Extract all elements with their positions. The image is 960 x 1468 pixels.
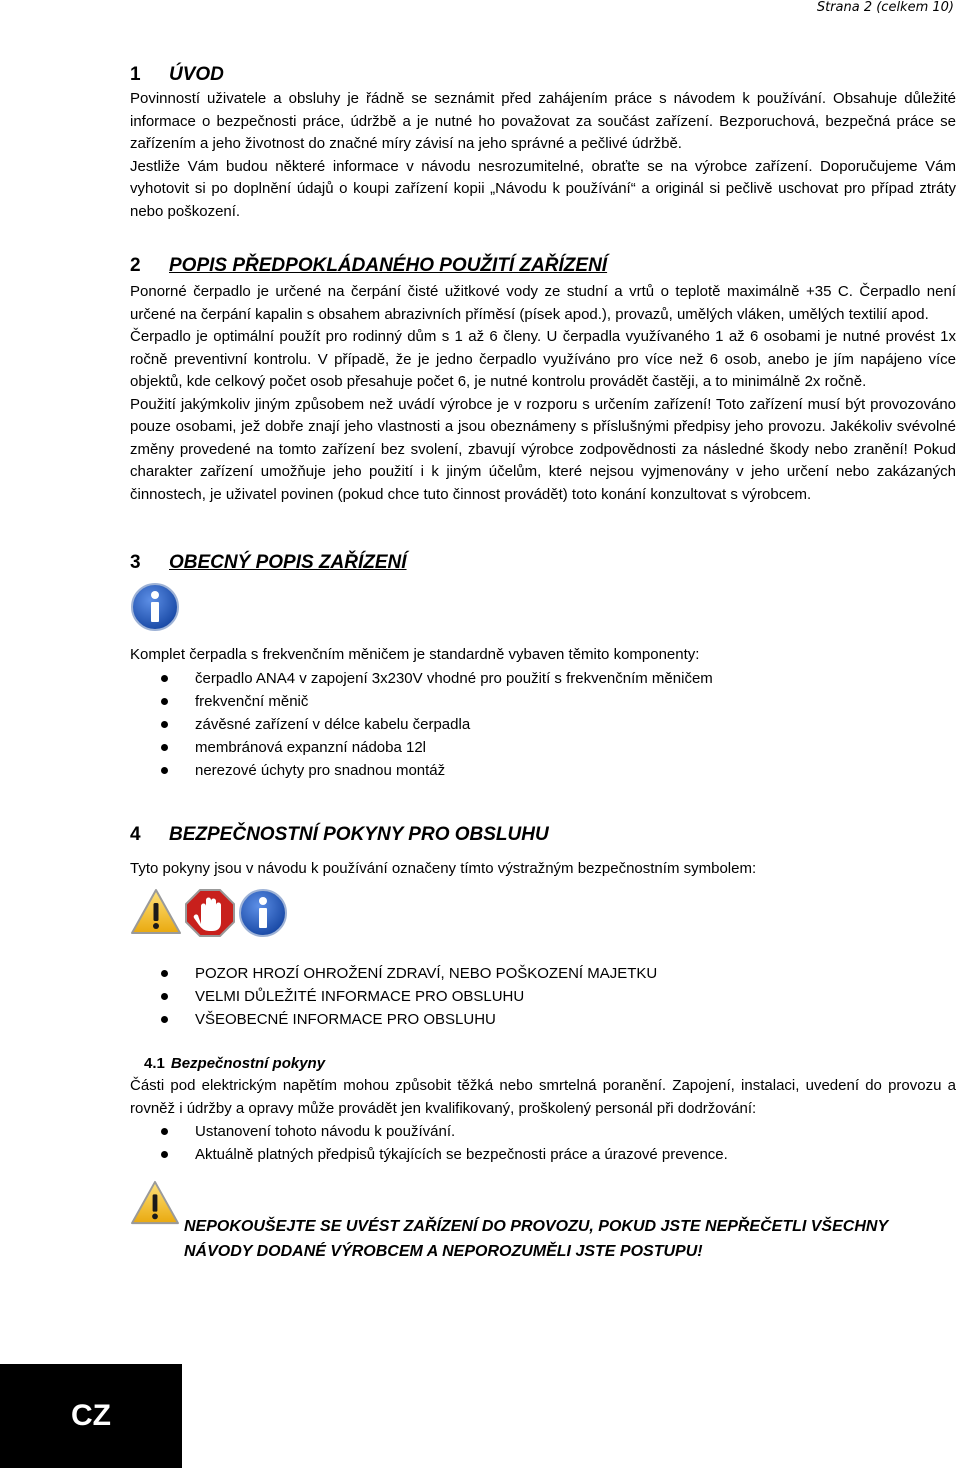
section-title: POPIS PŘEDPOKLÁDANÉHO POUŽITÍ ZAŘÍZENÍ: [169, 255, 608, 276]
paragraph: Části pod elektrickým napětím mohou způsobit těžká nebo smrtelná poranění. Zapojení, instalaci, uvedení do provozu a rovněž i údržby a opravy může provádět jen kvalifikovaný, proškolený personál při dodržování:: [130, 1077, 956, 1117]
safety-symbols-row: [130, 888, 956, 938]
stop-hand-icon: [184, 888, 236, 938]
section-number: 3: [130, 552, 141, 573]
component-list: [130, 667, 956, 782]
list-item: čerpadlo ANA4 v zapojení 3x230V vhodné pro použití s frekvenčním měničem: [130, 667, 956, 690]
subsection-number: 4.1: [144, 1055, 165, 1072]
section-heading: [130, 550, 956, 576]
list-item: Aktuálně platných předpisů týkajících se bezpečnosti práce a úrazové prevence.: [130, 1143, 956, 1166]
section-bezpecnostni-pokyny: [130, 822, 956, 1260]
list-item: frekvenční měnič: [130, 690, 956, 713]
warning-text: [184, 1214, 888, 1264]
list-item: nerezové úchyty pro snadnou montáž: [130, 759, 956, 782]
paragraph: Ponorné čerpadlo je určené na čerpání čisté užitkové vody ze studní a vrtů o teplotě maximálně +35 C. Čerpadlo není určené na čerpání kapalin s obsahem abrazivních příměsí (písek apod.), provazů, umělých vláken, umělých textilií apod.: [130, 283, 956, 323]
section-heading: [130, 822, 956, 848]
list-item: VELMI DŮLEŽITÉ INFORMACE PRO OBSLUHU: [130, 985, 956, 1008]
info-icon: [130, 582, 180, 632]
section-number: 4: [130, 823, 141, 845]
language-tab: CZ: [0, 1364, 182, 1468]
section-title: ÚVOD: [169, 64, 224, 85]
info-icon: [238, 888, 288, 938]
section-number: 1: [130, 64, 141, 85]
section-popis-pouziti: [130, 253, 956, 506]
list-item: závěsné zařízení v délce kabelu čerpadla: [130, 713, 956, 736]
subsection-bezpecnostni-pokyny: [130, 1053, 956, 1260]
info-icon-row: [130, 582, 956, 632]
warning-notice: [130, 1180, 956, 1260]
section-heading: [130, 62, 956, 88]
regulation-list: [130, 1120, 956, 1166]
section-number: 2: [130, 255, 141, 276]
document-body: [130, 62, 956, 1260]
subsection-heading: [130, 1053, 956, 1075]
paragraph: Komplet čerpadla s frekvenčním měničem je standardně vybaven těmito komponenty:: [130, 646, 700, 663]
list-item: VŠEOBECNÉ INFORMACE PRO OBSLUHU: [130, 1008, 956, 1031]
list-item: POZOR HROZÍ OHROŽENÍ ZDRAVÍ, NEBO POŠKOZENÍ MAJETKU: [130, 962, 956, 985]
symbol-legend-list: [130, 962, 956, 1031]
warning-icon: [130, 1180, 180, 1231]
list-item: Ustanovení tohoto návodu k používání.: [130, 1120, 956, 1143]
section-uvod: [130, 62, 956, 223]
list-item: membránová expanzní nádoba 12l: [130, 736, 956, 759]
subsection-title: Bezpečnostní pokyny: [170, 1055, 326, 1072]
section-obecny-popis: [130, 550, 956, 782]
paragraph: Tyto pokyny jsou v návodu k používání označeny tímto výstražným bezpečnostním symbolem:: [130, 859, 757, 877]
paragraph: Použití jakýmkoliv jiným způsobem než uvádí výrobce je v rozporu s určením zařízení! Toto zařízení musí být provozováno pouze osobami, jež dobře znají jeho vlastnosti a jsou obeznámeny s příslušnými předpisy jeho provozu. Jakékoliv svévolné změny provedené na tomto zařízení bez svolení, zbavují výrobce zodpovědnosti za následné škody nebo zranění! Pokud charakter zařízení umožňuje jeho použití i k jiným účelům, které nejsou vyjmenovány v jeho určení nebo zakázaných činnostech, je uživatel povinen (pokud chce tuto činnost provádět) toto konání konzultovat s výrobcem.: [130, 395, 956, 503]
section-title: OBECNÝ POPIS ZAŘÍZENÍ: [169, 552, 407, 573]
warning-icon: [130, 888, 182, 938]
paragraph: Čerpadlo je optimální použít pro rodinný dům s 1 až 6 členy. U čerpadla využívaného 1 až 6 osobami je nutné provést 1x ročně preventivní kontrolu. V případě, že je jedno čerpadlo využíváno pro více než 6 osob, anebo je jím napájeno více objektů, kde celkový počet osob přesahuje počet 6, je nutné kontrolu provádět častěji, a to minimálně 2x ročně.: [130, 328, 956, 390]
warning-line-2: NÁVODY DODANÉ VÝROBCEM A NEPOROZUMĚLI JSTE POSTUPU!: [184, 1243, 703, 1260]
warning-line-1: NEPOKOUŠEJTE SE UVÉST ZAŘÍZENÍ DO PROVOZU, POKUD JSTE NEPŘEČETLI VŠECHNY: [184, 1218, 889, 1235]
section-heading: [130, 253, 956, 279]
section-title: BEZPEČNOSTNÍ POKYNY PRO OBSLUHU: [169, 823, 549, 845]
paragraph: Povinností uživatele a obsluhy je řádně se seznámit před zahájením práce s návodem k používání. Obsahuje důležité informace o bezpečnosti práce, údržbě a je nutné ho považovat za součást zařízení. Bezporuchová, bezpečná práce se zařízením a jeho životnost do značné míry závisí na jeho správné a pečlivé údržbě.: [130, 90, 956, 152]
paragraph: Jestliže Vám budou některé informace v návodu nesrozumitelné, obraťte se na výrobce zařízení. Doporučujeme Vám vyhotovit si po doplnění údajů o koupi zařízení kopii „Návodu k používání“ a originál si pečlivě uschovat pro případ ztráty nebo poškození.: [130, 157, 956, 220]
page-number-label: Strana 2 (celkem 10): [816, 0, 954, 15]
